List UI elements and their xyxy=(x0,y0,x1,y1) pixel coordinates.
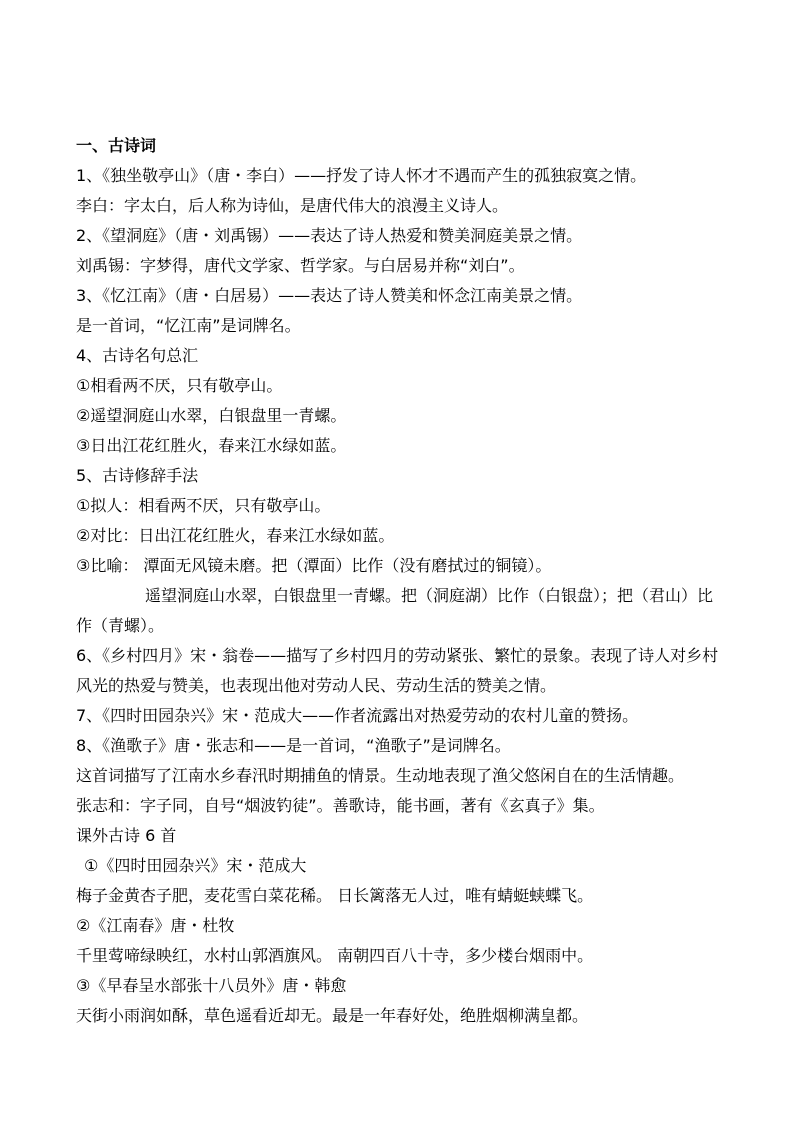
poem-title: ①《四时田园杂兴》宋・范成大 xyxy=(84,856,307,875)
subheading-line: 4、古诗名句总汇 xyxy=(76,346,199,365)
poem-text: 天街小雨润如酥，草色遥看近却无。最是一年春好处，绝胜烟柳满皇都。 xyxy=(76,1006,589,1025)
text-line: 2、《望洞庭》（唐・刘禹锡）——表达了诗人热爱和赞美洞庭美景之情。 xyxy=(76,226,583,245)
text-line: ③比喻： 潭面无风镜未磨。把（潭面）比作（没有磨拭过的铜镜）。 xyxy=(76,556,552,575)
text-line: ①相看两不厌，只有敬亭山。 xyxy=(76,376,283,395)
poem-text: 千里莺啼绿映红，水村山郭酒旗风。 南朝四百八十寺，多少楼台烟雨中。 xyxy=(76,946,594,965)
document-body xyxy=(76,131,726,1031)
poem-text: 梅子金黄杏子肥，麦花雪白菜花稀。 日长篱落无人过，唯有蜻蜓蛱蝶飞。 xyxy=(76,886,594,905)
section-heading: 一、古诗词 xyxy=(76,136,157,155)
text-paragraph: 6、《乡村四月》宋・翁卷——描写了乡村四月的劳动紧张、繁忙的景象。表现了诗人对乡村风光的热爱与赞美，也表现出他对劳动人民、劳动生活的赞美之情。 xyxy=(76,646,719,695)
text-line: 3、《忆江南》（唐・白居易）——表达了诗人赞美和怀念江南美景之情。 xyxy=(76,286,583,305)
poem-title: ③《早春呈水部张十八员外》唐・韩愈 xyxy=(76,976,347,995)
text-line: 7、《四时田园杂兴》宋・范成大——作者流露出对热爱劳动的农村儿童的赞扬。 xyxy=(76,706,639,725)
text-line: ②遥望洞庭山水翠，白银盘里一青螺。 xyxy=(76,406,347,425)
text-line: ①拟人：相看两不厌，只有敬亭山。 xyxy=(76,496,331,515)
subheading-line: 课外古诗 6 首 xyxy=(76,826,177,845)
text-line: 张志和：字子同，自号“烟波钓徒”。善歌诗，能书画，著有《玄真子》集。 xyxy=(76,796,605,815)
text-line: 这首词描写了江南水乡春汛时期捕鱼的情景。生动地表现了渔父悠闲自在的生活情趣。 xyxy=(76,766,685,785)
text-line: 刘禹锡：字梦得，唐代文学家、哲学家。与白居易并称“刘白”。 xyxy=(76,256,525,275)
text-line: ③日出江花红胜火，春来江水绿如蓝。 xyxy=(76,436,347,455)
text-line: 8、《渔歌子》唐・张志和——是一首词，“渔歌子”是词牌名。 xyxy=(76,736,511,755)
text-paragraph xyxy=(76,581,726,641)
text-line: 李白：字太白，后人称为诗仙，是唐代伟大的浪漫主义诗人。 xyxy=(76,196,509,215)
text-line: 1、《独坐敬亭山》（唐・李白）——抒发了诗人怀才不遇而产生的孤独寂寞之情。 xyxy=(76,166,647,185)
text-line: 是一首词，“忆江南”是词牌名。 xyxy=(76,316,301,335)
text-line: ②对比：日出江花红胜火，春来江水绿如蓝。 xyxy=(76,526,395,545)
subheading-line: 5、古诗修辞手法 xyxy=(76,466,199,485)
poem-title: ②《江南春》唐・杜牧 xyxy=(76,916,235,935)
indented-text: 遥望洞庭山水翠，白银盘里一青螺。把（洞庭湖）比作（白银盘）；把（君山）比作（青螺）。 xyxy=(76,586,714,635)
